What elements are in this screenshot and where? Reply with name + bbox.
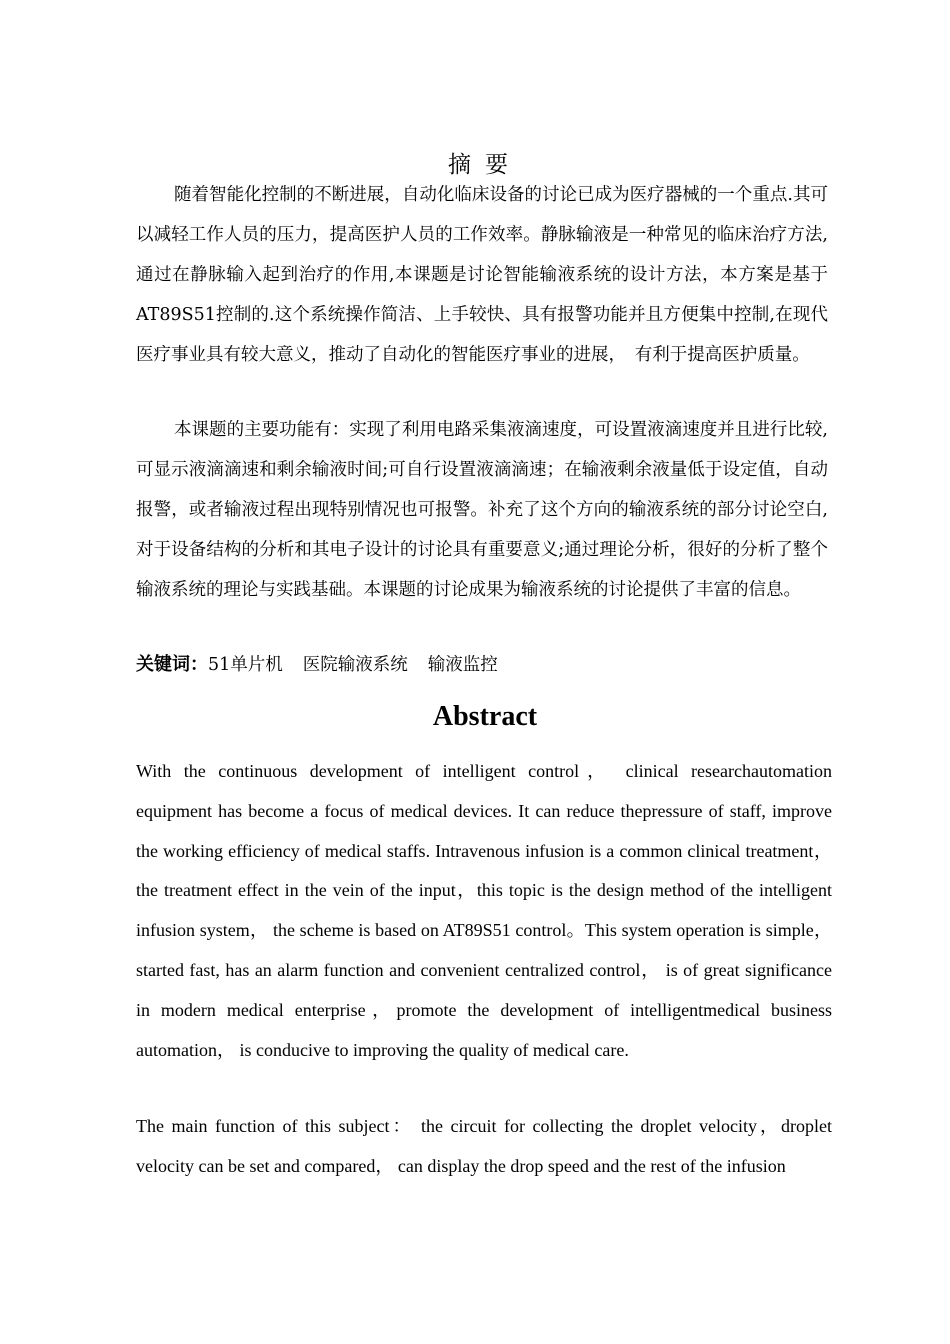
- keyword-item: 医院输液系统: [302, 655, 408, 675]
- english-abstract-title: Abstract: [432, 701, 538, 732]
- chinese-abstract-paragraph-1: 随着智能化控制的不断进展，自动化临床设备的讨论已成为医疗器械的一个重点.其可以减轻工作人员的压力，提高医护人员的工作效率。静脉输液是一种常见的临床治疗方法,通过在静脉输入起到治疗的作用,本课题是讨论智能输液系统的设计方法，本方案是基于AT89S51控制的.这个系统操作简洁、上手较快、具有报警功能并且方便集中控制,在现代医疗事业具有较大意义，推动了自动化的智能医疗事业的进展， 有利于提高医护质量。: [136, 185, 828, 365]
- chinese-abstract-paragraph-2: 本课题的主要功能有：实现了利用电路采集液滴速度，可设置液滴速度并且进行比较,可显示液滴滴速和剩余输液时间;可自行设置液滴滴速；在输液剩余液量低于设定值，自动报警，或者输液过程出现特别情况也可报警。补充了这个方向的输液系统的部分讨论空白,对于设备结构的分析和其电子设计的讨论具有重要意义;通过理论分析，很好的分析了整个输液系统的理论与实践基础。本课题的讨论成果为输液系统的讨论提供了丰富的信息。: [136, 420, 828, 600]
- chinese-abstract-title: 摘要: [448, 152, 522, 178]
- keyword-item: 输液监控: [427, 655, 498, 675]
- english-abstract-paragraph-1: With the continuous development of intelligent control， clinical researchautomation equipment has become a focus of medical devices. It can reduce thepressure of staff, improve the working efficiency of medical staffs. Intravenous infusion is a common clinical treatment，the treatment effect in the vein of the input，this topic is the design method of the intelligent infusion system， the scheme is based on AT89S51 control。This system operation is simple， started fast, has an alarm function and convenient centralized control， is of great significance in modern medical enterprise，promote the development of intelligentmedical business automation， is conducive to improving the quality of medical care.: [136, 761, 832, 1060]
- keyword-item: 51单片机: [208, 655, 283, 675]
- keywords-label: 关键词：: [136, 654, 208, 675]
- english-abstract-paragraph-2: The main function of this subject： the circuit for collecting the droplet velocity，droplet velocity can be set and compared， can display the drop speed and the rest of the infusion: [136, 1116, 832, 1176]
- keywords-line: [136, 647, 836, 683]
